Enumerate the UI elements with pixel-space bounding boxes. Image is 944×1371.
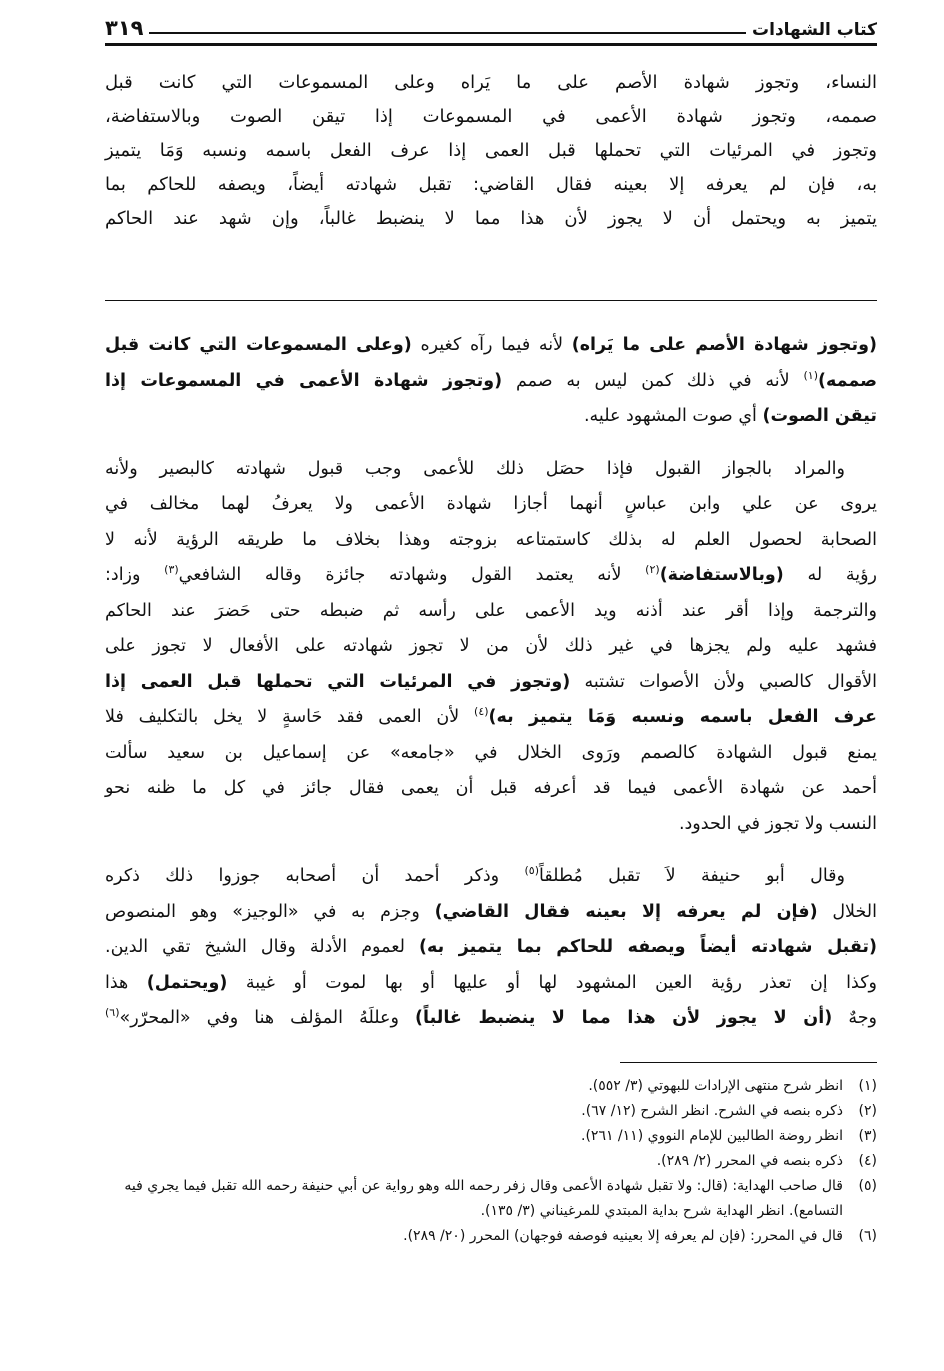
text-segment: لأن العمى فقد حَاسةٍ لا يخل بالتكليف فلا: [105, 707, 475, 727]
text-line: [105, 328, 877, 364]
bold-matn-quote: (أن لا يجوز لأن هذا مما لا ينضبط غالباً): [415, 1008, 833, 1028]
text-line: [105, 594, 877, 630]
footnote: [105, 1174, 877, 1224]
text-segment: أي صوت المشهود عليه.: [583, 406, 763, 426]
footnote-text: قال في المحرر: (فإن لم يعرفه إلا بعينيه فوصفه فوجهان) المحرر (٢٠/ ٢٨٩).: [403, 1228, 843, 1244]
footnote: [105, 1099, 877, 1124]
footnote-number: (٥): [858, 1178, 877, 1194]
footnote: [105, 1224, 877, 1249]
commentary-paragraph: [105, 328, 877, 435]
footnote-text: ذكره بنصه في المحرر (٢/ ٢٨٩).: [656, 1153, 843, 1169]
text-line: [105, 930, 877, 966]
text-segment: لأنه في ذلك كمن ليس به صمم: [502, 370, 804, 391]
text-segment: لعموم الأدلة وقال الشيخ تقي الدين.: [105, 937, 420, 957]
text-segment: لأنه يعتمد القول وشهادته جائزة وقاله الشافعي: [178, 565, 646, 585]
footnote-text: انظر شرح منتهى الإرادات للبهوتي (٣/ ٥٥٢).: [588, 1078, 843, 1094]
text-segment: يتميز به ويحتمل أن لا يجوز لأن هذا مما لا ينضبط غالباً، وإن شهد عند الحاكم: [105, 208, 877, 229]
footnote-text: قال صاحب الهداية: (قال: ولا تقبل شهادة الأعمى وقال زفر رحمه الله وهو رواية عن أبي حنيفة رحمه الله تقبل فيما يجري فيه التسامع). انظر الهداية شرح بداية المبتدي للمرغيناني (٣/ ١٣٥).: [124, 1178, 843, 1219]
text-segment: صممه، وتجوز شهادة الأعمى في المسموعات إذا تيقن الصوت وبالاستفاضة،: [105, 106, 877, 127]
text-line: [105, 399, 877, 435]
text-line: [105, 168, 877, 202]
text-segment: يمنع قبول الشهادة كالصمم ورَوى الخلال في «جامعه» عن إسماعيل بن سعيد سألت: [105, 742, 877, 763]
text-line: [105, 629, 877, 665]
footnote-text: ذكره بنصه في الشرح. انظر الشرح (١٢/ ٦٧).: [581, 1103, 843, 1119]
footnote-rule: [620, 1062, 877, 1063]
footnotes: [105, 1074, 877, 1249]
text-segment: الخلال: [817, 901, 877, 922]
header-rule: [105, 43, 877, 46]
text-line: [105, 452, 877, 488]
text-divider: [105, 300, 877, 301]
text-segment: والترجمة وإذا أقر عند أذنه ويد الأعمى على رأسه ثم ضبطه حتى حَضرَ عند الحاكم: [105, 600, 877, 621]
footnote-number: (١): [858, 1078, 877, 1094]
bold-matn-quote: (تقبل شهادته أيضاً ويصفه للحاكم بما يتميز به): [419, 937, 877, 957]
text-segment: وزاد:: [105, 565, 165, 585]
bold-matn-quote: تيقن الصوت): [762, 406, 877, 426]
footnote-ref: (٥): [524, 864, 539, 878]
text-segment: والمراد بالجواز القبول فإذا حصَل ذلك للأعمى وجب قبول شهادته كالبصير ولأنه: [105, 458, 845, 479]
commentary-paragraph: [105, 452, 877, 843]
footnote-number: (٦): [858, 1228, 877, 1244]
text-segment: يروى عن علي وابن عباسٍ أنهما أجازا شهادة الأعمى ولا يعرفُ لهما مخالف في: [105, 494, 877, 514]
chapter-title: كتاب الشهادات: [752, 20, 877, 40]
text-line: [105, 1001, 877, 1037]
text-line: [105, 558, 877, 594]
main-text: [105, 66, 877, 236]
text-segment: وجزم به في «الوجيز» وهو المنصوص: [105, 901, 435, 922]
text-line: [105, 895, 877, 931]
text-line: [105, 966, 877, 1002]
text-segment: فشهد عليه ولم يجزها في غير ذلك لأن من لا تجوز شهادته على الأفعال لا تجوز على: [105, 636, 877, 656]
text-line: [105, 202, 877, 236]
bold-matn-quote: عرف الفعل باسمه ونسبه وَمَا يتميز به): [488, 707, 877, 727]
text-segment: الأقوال كالصبي ولأن الأصوات تشتبه: [570, 671, 877, 692]
text-segment: رؤية له: [783, 565, 878, 585]
text-line: [105, 859, 877, 895]
text-segment: النساء، وتجوز شهادة الأصم على ما يَراه وعلى المسموعات التي كانت قبل: [105, 72, 877, 93]
footnote-text: انظر روضة الطالبين للإمام النووي (١١/ ٢٦١).: [581, 1128, 843, 1144]
text-line: [105, 807, 877, 843]
text-segment: لأنه فيما رآه كغيره: [411, 335, 572, 355]
text-segment: النسب ولا تجوز في الحدود.: [678, 813, 877, 834]
footnote-number: (٤): [858, 1153, 877, 1169]
text-segment: وجهٌ: [832, 1008, 877, 1028]
footnote-ref: (٢): [645, 563, 660, 577]
bold-matn-quote: (ويحتمل): [146, 972, 228, 993]
commentary-paragraph: [105, 859, 877, 1037]
footnote-number: (٢): [858, 1103, 877, 1119]
running-header: [105, 6, 877, 40]
text-line: [105, 523, 877, 559]
text-segment: هذا: [105, 972, 147, 993]
text-line: [105, 771, 877, 807]
commentary: [105, 328, 877, 1054]
text-segment: وكذا إن تعذر رؤية العين المشهود لها أو عليها أو بها لموت أو غيبة: [227, 972, 877, 993]
header-line: [149, 32, 746, 34]
bold-matn-quote: (وتجوز شهادة الأعمى في المسموعات إذا: [105, 370, 503, 391]
page-number: ٣١٩: [105, 16, 144, 40]
footnote: [105, 1149, 877, 1174]
text-line: [105, 134, 877, 168]
bold-matn-quote: (وتجوز شهادة الأصم على ما يَراه): [571, 335, 877, 355]
text-segment: وذكر أحمد أن أصحابه جوزوا ذلك ذكره: [105, 866, 525, 886]
text-line: [105, 736, 877, 772]
bold-matn-quote: (وبالاستفاضة): [659, 565, 784, 585]
footnote: [105, 1074, 877, 1099]
text-line: [105, 100, 877, 134]
text-line: [105, 364, 877, 400]
text-segment: وتجوز في المرئيات التي تحملها قبل العمى إذا عرف الفعل باسمه ونسبه وَمَا يتميز: [105, 140, 877, 161]
footnote-ref: (٣): [164, 563, 179, 577]
footnote-ref: (٤): [474, 705, 489, 719]
footnote-number: (٣): [858, 1128, 877, 1144]
text-segment: أحمد عن شهادة الأعمى فيما قد أعرفه قبل أن يعمى فقال جائز في كل ما ظنه نحو: [105, 778, 877, 798]
footnote-ref: (١): [803, 368, 818, 382]
text-line: [105, 665, 877, 701]
footnote: [105, 1124, 877, 1149]
text-segment: وقال أبو حنيفة لاَ تقبل مُطلقاً: [539, 866, 845, 886]
bold-matn-quote: (وعلى المسموعات التي كانت قبل: [105, 335, 412, 355]
text-segment: الصحابة لحصول العلم له بذلك كاستمتاعه بزوجته وهذا بخلاف ما طريقه الرؤية لأنه لا: [105, 529, 877, 550]
bold-matn-quote: (فإن لم يعرفه إلا بعينه فقال القاضي): [434, 901, 818, 922]
text-line: [105, 700, 877, 736]
text-segment: به، فإن لم يعرفه إلا بعينه فقال القاضي: تقبل شهادته أيضاً، ويصفه للحاكم بما: [105, 174, 877, 195]
text-segment: وعللَهُ المؤلف هنا وفي «المحرّر»: [119, 1008, 416, 1028]
text-line: [105, 66, 877, 100]
footnote-ref: (٦): [105, 1006, 120, 1020]
bold-matn-quote: صممه): [818, 370, 877, 391]
bold-matn-quote: (وتجوز في المرئيات التي تحملها قبل العمى إذا: [105, 671, 571, 692]
text-line: [105, 487, 877, 523]
